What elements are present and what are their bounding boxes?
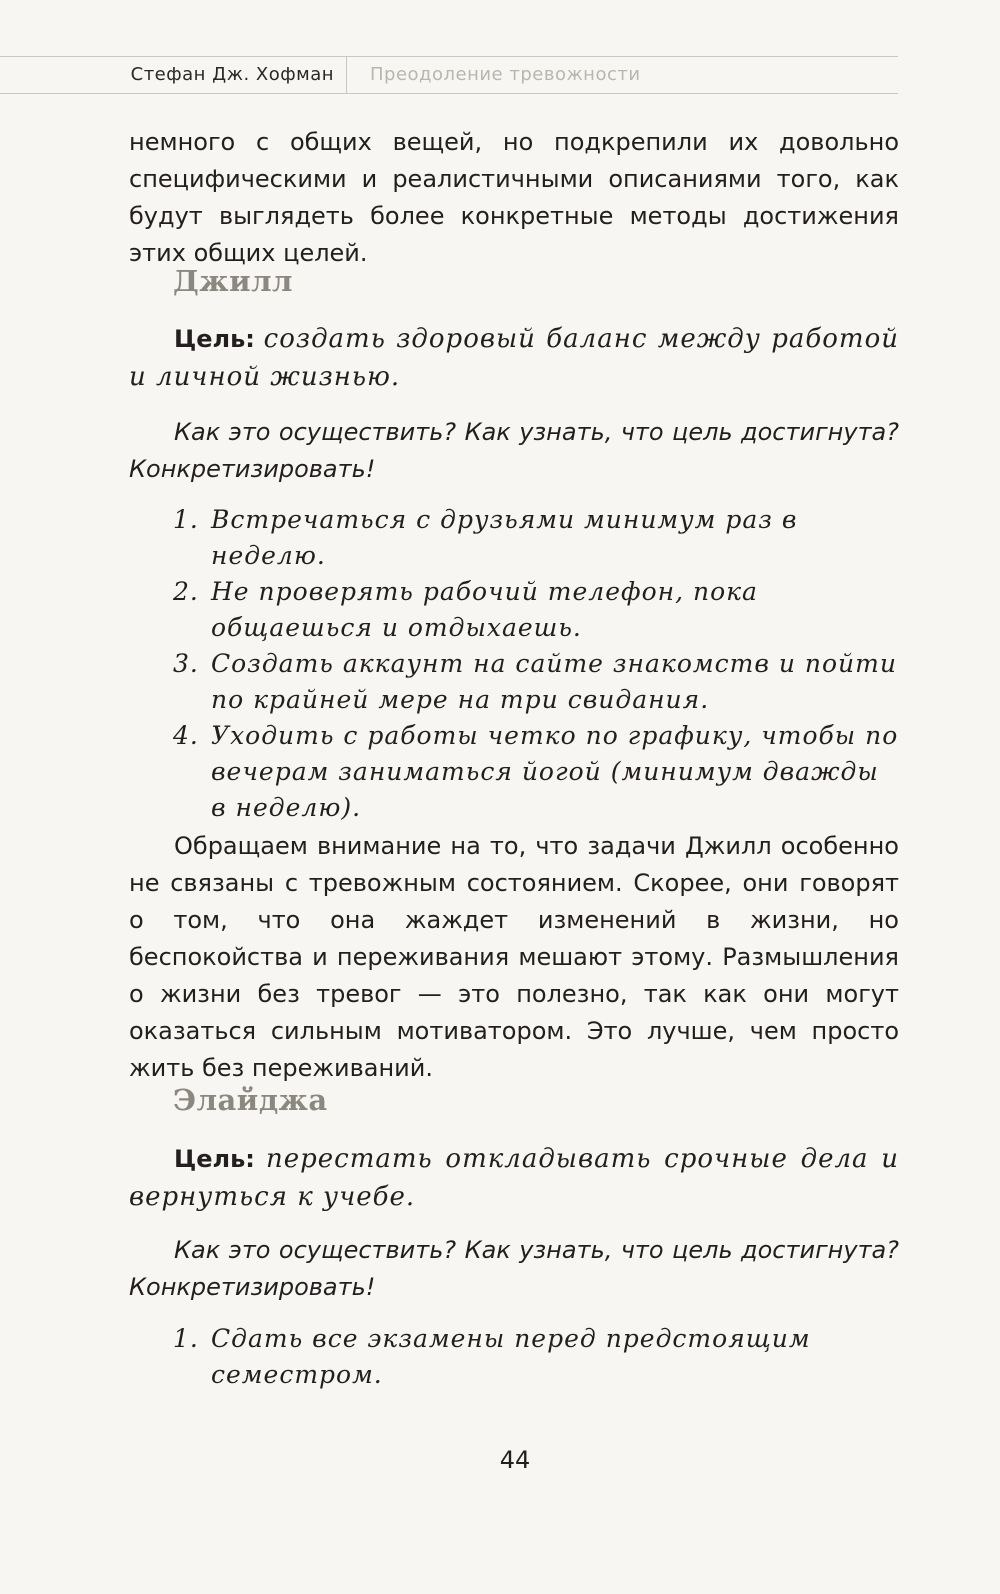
goal-text: перестать откладывать срочные дела и вернуться к учебе. (129, 1144, 899, 1212)
list-item (173, 646, 900, 718)
step-text: Не проверять рабочий телефон, пока общаешься и отдыхаешь. (211, 577, 758, 642)
step-text: Создать аккаунт на сайте знакомств и пойти по крайней мере на три свидания. (211, 649, 897, 714)
step-text: Сдать все экзамены перед предстоящим семестром. (211, 1324, 811, 1389)
goal-label: Цель: (174, 325, 255, 353)
header-separator (346, 57, 347, 93)
goal-text: создать здоровый баланс между работой и личной жизнью. (129, 324, 899, 392)
steps-list-elijah (173, 1321, 900, 1393)
question-elijah: Как это осуществить? Как узнать, что цель достигнута? Конкретизировать! (129, 1236, 899, 1301)
goal-elijah (129, 1140, 899, 1216)
header-author: Стефан Дж. Хофман (130, 64, 334, 85)
steps-list-jill (173, 502, 900, 826)
goal-label: Цель: (174, 1145, 255, 1173)
step-number: 4. (173, 721, 199, 750)
step-number: 2. (173, 577, 199, 606)
header-book-title: Преодоление тревожности (370, 64, 641, 85)
list-item (173, 718, 900, 826)
step-number: 1. (173, 1324, 199, 1353)
page-number: 44 (499, 1446, 531, 1474)
section-heading-jill: Джилл (173, 264, 293, 298)
question-jill: Как это осуществить? Как узнать, что цель достигнута? Конкретизировать! (129, 418, 899, 483)
goal-jill (129, 320, 899, 396)
step-text: Уходить с работы четко по графику, чтобы по вечерам заниматься йогой (минимум дважды в неделю). (211, 721, 899, 822)
list-item (173, 574, 900, 646)
running-header (0, 56, 898, 94)
middle-paragraph: Обращаем внимание на то, что задачи Джилл особенно не связаны с тревожным состоянием. Скорее, они говорят о том, что она жаждет изменений в жизни, но беспокойства и переживания мешают этому. Размышления о жизни без тревог — это полезно, так как они могут оказаться сильным мотиватором. Это лучше, чем просто жить без переживаний. (129, 832, 899, 1082)
list-item (173, 502, 900, 574)
intro-paragraph: немного с общих вещей, но подкрепили их довольно специфическими и реалистичными описаниями того, как будут выглядеть более конкретные методы достижения этих общих целей. (129, 128, 899, 267)
step-number: 1. (173, 505, 199, 534)
section-heading-elijah: Элайджа (173, 1083, 328, 1117)
list-item (173, 1321, 900, 1393)
step-number: 3. (173, 649, 199, 678)
step-text: Встречаться с друзьями минимум раз в неделю. (211, 505, 798, 570)
